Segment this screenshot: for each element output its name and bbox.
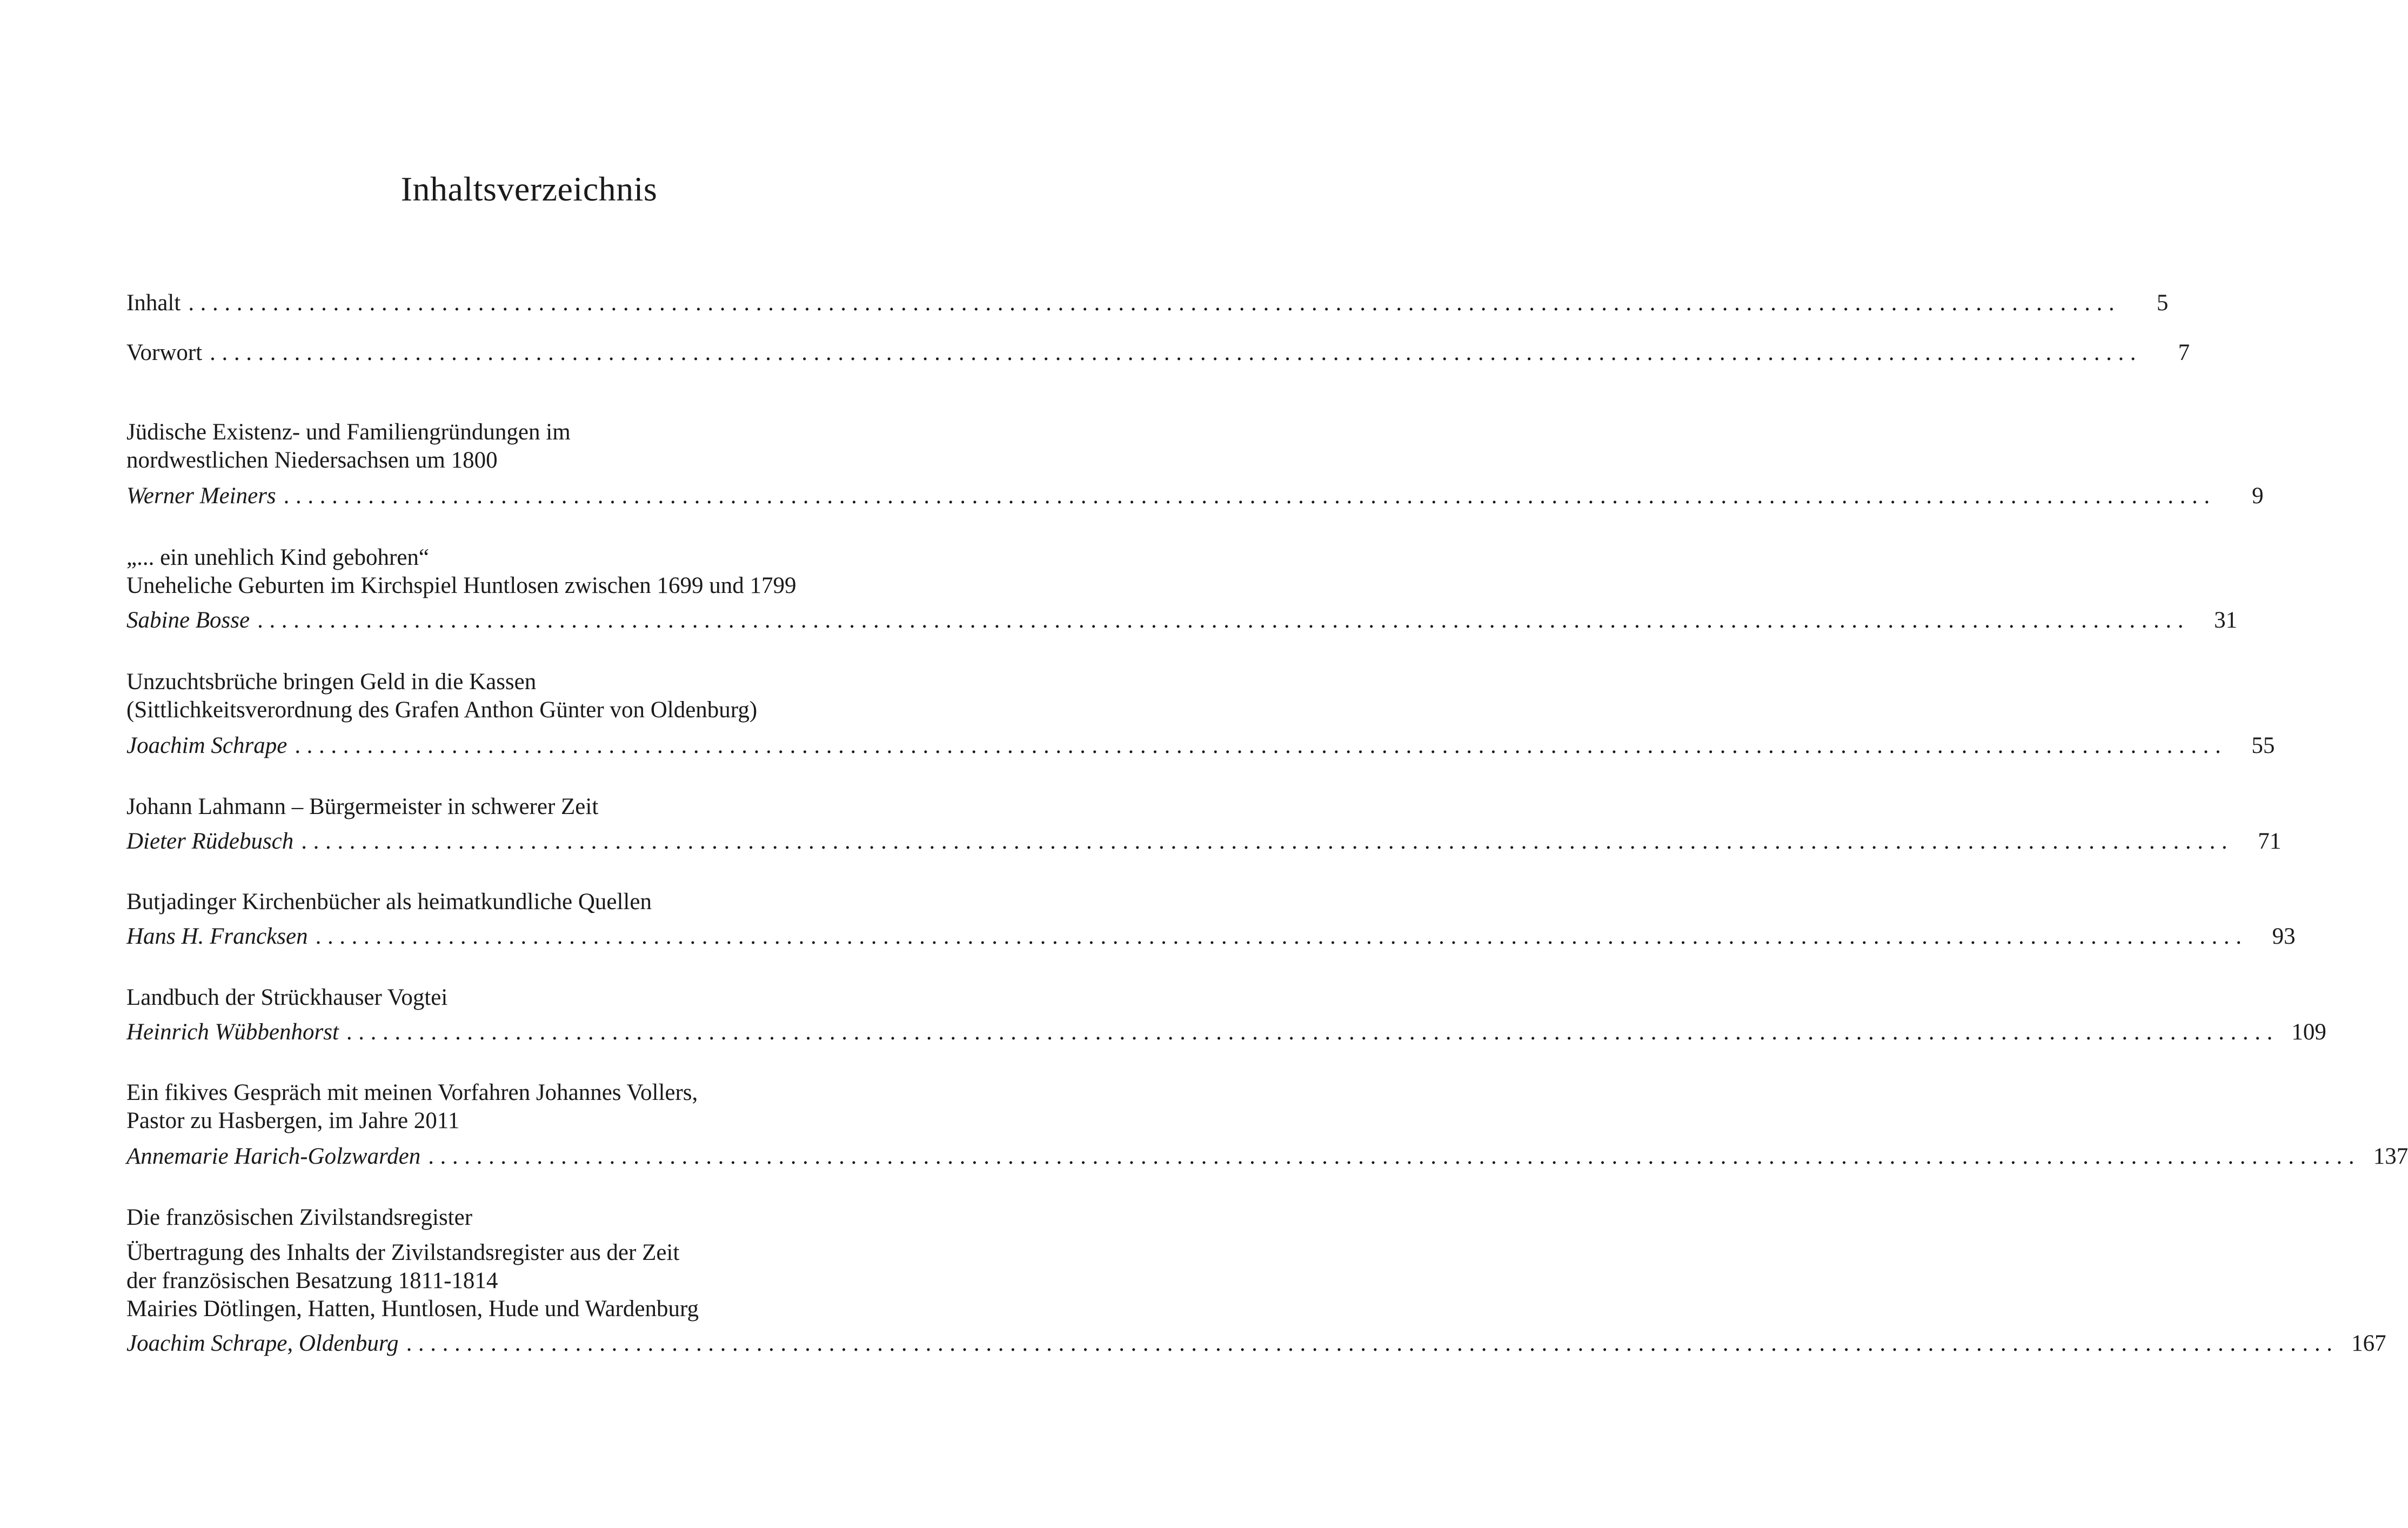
dot-leader: ................................................................................................................................................................ (283, 483, 2216, 509)
entry-label: Vorwort (126, 340, 203, 365)
author-name: Hans H. Francksen (126, 924, 308, 949)
dot-leader: ................................................................................................................................................................ (188, 290, 2121, 316)
entry-label: Inhalt (126, 290, 181, 316)
page-number: 55 (2251, 733, 2275, 758)
article-title-line: Butjadinger Kirchenbücher als heimatkundliche Quellen (126, 889, 652, 915)
article-title-line: Die französischen Zivilstandsregister (126, 1205, 473, 1230)
page-number: 109 (2291, 1019, 2326, 1045)
dot-leader: ................................................................................................................................................................ (346, 1019, 2279, 1045)
page-number: 167 (2351, 1331, 2386, 1356)
author-name: Sabine Bosse (126, 608, 250, 633)
author-name: Annemarie Harich-Golzwarden (126, 1144, 421, 1169)
page-number: 31 (2214, 608, 2238, 633)
page-title: Inhaltsverzeichnis (400, 170, 658, 208)
article-title-line: Jüdische Existenz- und Familiengründungen im (126, 419, 571, 445)
table-of-contents (126, 0, 2408, 1528)
dot-leader: ................................................................................................................................................................ (406, 1331, 2339, 1356)
toc-entry-author[interactable] (126, 922, 2296, 952)
article-title-line: Übertragung des Inhalts der Zivilstandsregister aus der Zeit (126, 1240, 680, 1265)
article-title-line: (Sittlichkeitsverordnung des Grafen Anthon Günter von Oldenburg) (126, 697, 758, 723)
article-title-line: „... ein unehlich Kind gebohren“ (126, 545, 430, 570)
page-number: 93 (2272, 924, 2296, 949)
author-name: Joachim Schrape (126, 733, 287, 758)
article-title-line: der französischen Besatzung 1811-1814 (126, 1268, 498, 1293)
article-title-line: Pastor zu Hasbergen, im Jahre 2011 (126, 1108, 460, 1133)
page-number: 137 (2373, 1144, 2408, 1169)
author-name: Joachim Schrape, Oldenburg (126, 1331, 399, 1356)
dot-leader: ................................................................................................................................................................ (210, 340, 2143, 365)
article-title-line: Uneheliche Geburten im Kirchspiel Huntlosen zwischen 1699 und 1799 (126, 573, 797, 598)
article-title-line: Landbuch der Strückhauser Vogtei (126, 985, 448, 1010)
dot-leader: ................................................................................................................................................................ (428, 1144, 2361, 1169)
dot-leader: ................................................................................................................................................................ (301, 829, 2234, 854)
page-number: 71 (2258, 829, 2282, 854)
toc-entry-author[interactable] (126, 1017, 2326, 1047)
toc-entry-author[interactable] (126, 1329, 2386, 1359)
toc-entry-author[interactable] (126, 731, 2275, 761)
page-number: 9 (2252, 483, 2264, 509)
article-title-line: nordwestlichen Niedersachsen um 1800 (126, 448, 498, 473)
toc-entry-author[interactable] (126, 605, 2238, 636)
toc-entry-author[interactable] (126, 481, 2264, 511)
page-number: 7 (2178, 340, 2190, 365)
page-number: 5 (2156, 290, 2169, 316)
toc-entry-vorwort[interactable] (126, 338, 2190, 368)
dot-leader: ................................................................................................................................................................ (295, 733, 2228, 758)
dot-leader: ................................................................................................................................................................ (315, 924, 2248, 949)
article-title-line: Mairies Dötlingen, Hatten, Huntlosen, Hude und Wardenburg (126, 1296, 699, 1322)
author-name: Heinrich Wübbenhorst (126, 1019, 339, 1045)
dot-leader: ................................................................................................................................................................ (257, 608, 2190, 633)
author-name: Dieter Rüdebusch (126, 829, 294, 854)
article-title-line: Johann Lahmann – Bürgermeister in schwerer Zeit (126, 794, 599, 819)
article-title-line: Ein fikives Gespräch mit meinen Vorfahren Johannes Vollers, (126, 1080, 698, 1105)
toc-entry-inhalt[interactable] (126, 288, 2169, 318)
article-title-line: Unzuchtsbrüche bringen Geld in die Kassen (126, 669, 537, 695)
toc-entry-author[interactable] (126, 1142, 2408, 1172)
toc-entry-author[interactable] (126, 826, 2282, 857)
author-name: Werner Meiners (126, 483, 276, 509)
